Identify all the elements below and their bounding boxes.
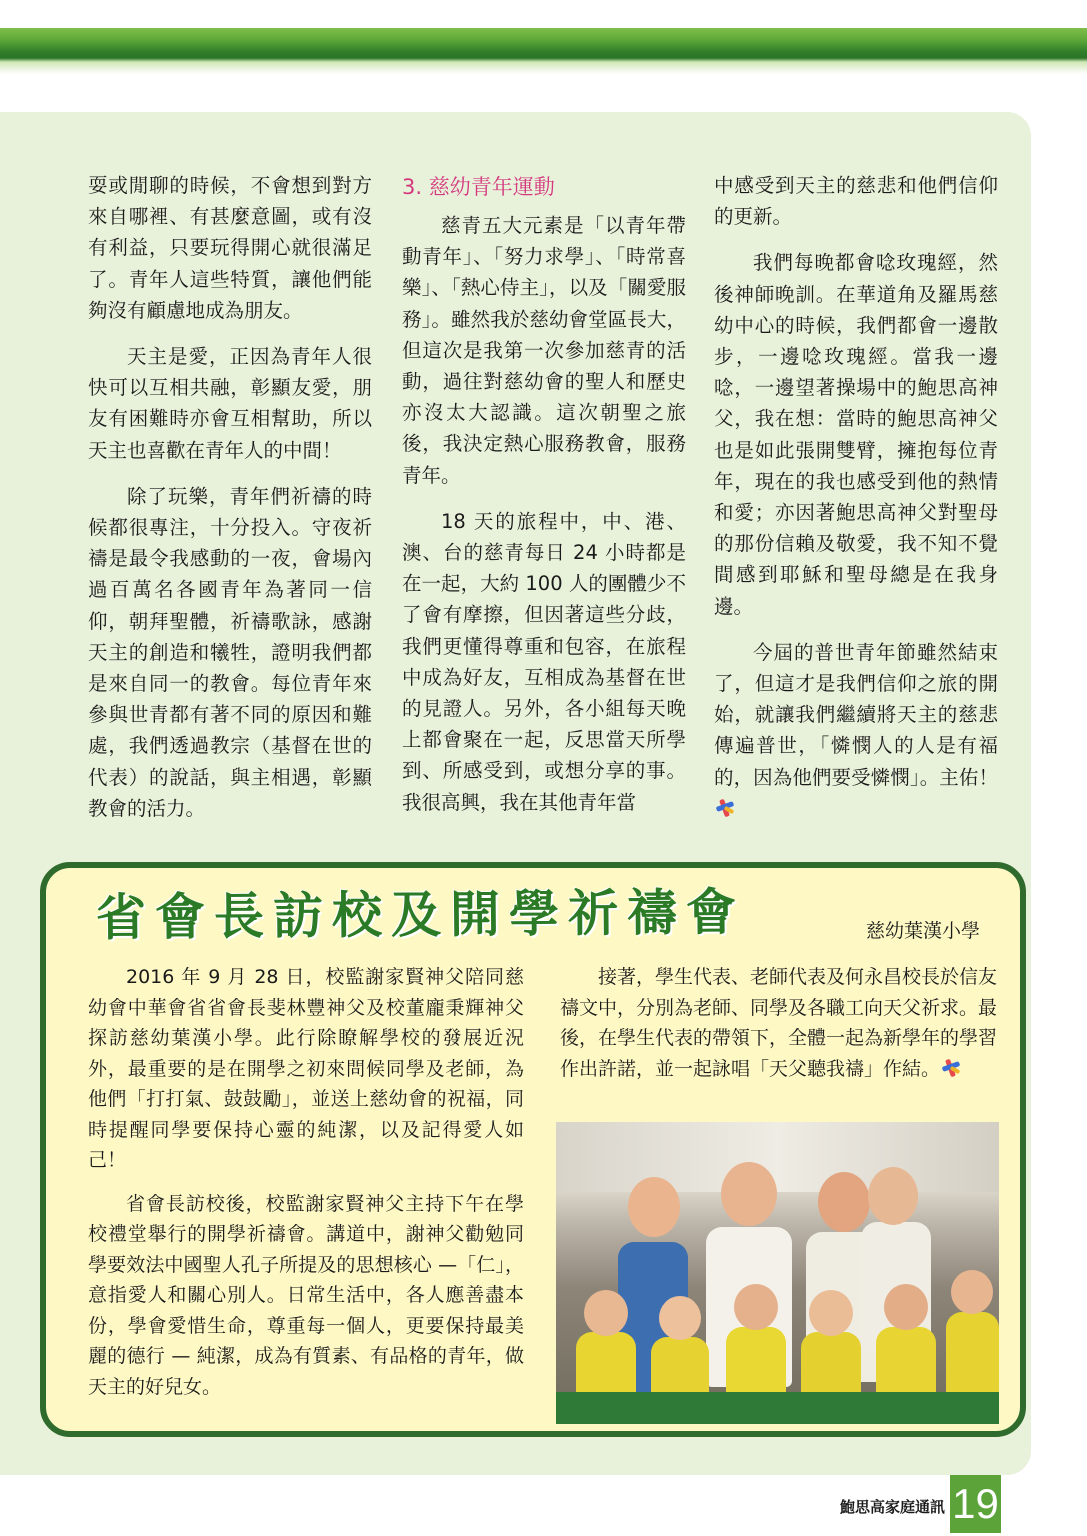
article-column-3 [714,170,998,839]
group-photo [556,1122,999,1424]
article-paragraph-text: 今屆的普世青年節雖然結束了，但這才是我們信仰之旅的開始，就讓我們繼續將天主的慈悲傳遍普世，「憐憫人的人是有福的，因為他們要受憐憫」。主佑！ [714,640,998,789]
section-heading: 3. 慈幼青年運動 [402,175,555,199]
salesian-cross-icon [940,1058,962,1078]
photo-background-wall [556,1122,999,1192]
news-paragraph-text: 接著，學生代表、老師代表及何永昌校長於信友禱文中，分別為老師、同學及各職工向天父祈求。最後，在學生代表的帶領下，全體一起為新學年的學習作出許諾，並一起詠唱「天父聽我禱」作結。 [560,966,998,1080]
article-paragraph: 天主是愛，正因為青年人很快可以互相共融，彰顯友愛，朋友有困難時亦會互相幫助，所以天主也喜歡在青年人的中間！ [88,345,372,462]
article-paragraph: 慈青五大元素是「以青年帶動青年」、「努力求學」、「時常喜樂」、「熱心侍主」，以及「關愛服務」。雖然我於慈幼會堂區長大，但這次是我第一次參加慈青的活動，過往對慈幼會的聖人和歷史亦沒太大認識。這次朝聖之旅後，我決定熱心服務教會，服務青年。 [402,214,686,487]
article-paragraph [714,637,998,824]
news-paragraph: 省會長訪校後，校監謝家賢神父主持下午在學校禮堂舉行的開學祈禱會。講道中，謝神父勸勉同學要效法中國聖人孔子所提及的思想核心 —「仁」，意指愛人和關心別人。日常生活中，各人應善盡本份，學會愛惜生命，尊重每一個人，更要保持最美麗的德行 — 純潔，成為有質素、有品格的青年，做天主的好兒女。 [88,1192,524,1398]
article-paragraph: 耍或閒聊的時候，不會想到對方來自哪裡、有甚麼意圖，或有沒有利益，只要玩得開心就很滿足了。青年人這些特質，讓他們能夠沒有顧慮地成為朋友。 [88,174,372,322]
news-paragraph [560,962,997,1084]
article-paragraph: 除了玩樂，青年們祈禱的時候都很專注，十分投入。守夜祈禱是最令我感動的一夜，會場內過百萬名各國青年為著同一信仰，朝拜聖體，祈禱歌詠，感謝天主的創造和犧牲，證明我們都是來自同一的教會。每位青年來參與世青都有著不同的原因和難處，我們透過教宗（基督在世的代表）的說話，與主相遇，彰顯教會的活力。 [88,484,372,820]
news-paragraph: 2016 年 9 月 28 日，校監謝家賢神父陪同慈幼會中華會省省會長斐林豐神父及校董龐秉輝神父探訪慈幼葉漢小學。此行除瞭解學校的發展近況外，最重要的是在開學之初來問候同學及老師，為他們「打打氣、鼓鼓勵」，並送上慈幼會的祝福，同時提醒同學要保持心靈的純潔，以及記得愛人如己！ [88,966,524,1171]
article-paragraph: 我們每晚都會唸玫瑰經，然後神師晚訓。在華道角及羅馬慈幼中心的時候，我們都會一邊散步，一邊唸玫瑰經。當我一邊唸，一邊望著操場中的鮑思高神父，我在想：當時的鮑思高神父也是如此張開雙臂，擁抱每位青年，現在的我也感受到他的熱情和愛；亦因著鮑思高神父對聖母的那份信賴及敬愛，我不知不覺間感到耶穌和聖母總是在我身邊。 [714,251,998,618]
article-column-1 [88,170,372,839]
page-number: 19 [952,1480,999,1527]
header-color-band [0,0,1087,74]
article-paragraph: 18 天的旅程中，中、港、澳、台的慈青每日 24 小時都是在一起，大約 100 人的團體少不了會有摩擦，但因著這些分歧，我們更懂得尊重和包容，在旅程中成為好友，互相成為基督在世的見證人。另外，各小組每天晚上都會聚在一起，反思當天所學到、所感受到，或想分享的事。我很高興，我在其他青年當 [402,509,686,814]
publication-name: 鮑思高家庭通訊 [840,1498,946,1516]
news-column-1 [88,962,524,1415]
article-column-2 [402,170,686,833]
news-title: 省會長訪校及開學祈禱會 [95,883,746,947]
news-column-2 [560,962,997,1097]
news-school-name: 慈幼葉漢小學 [866,920,981,942]
article-paragraph: 中感受到天主的慈悲和他們信仰的更新。 [714,174,998,229]
salesian-cross-icon [714,798,736,818]
